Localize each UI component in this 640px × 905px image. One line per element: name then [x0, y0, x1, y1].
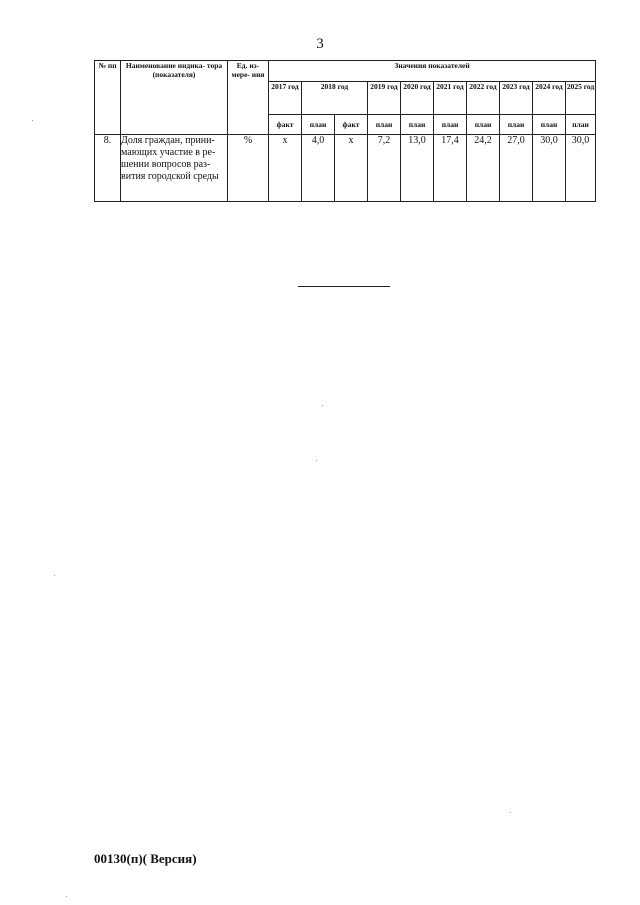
header-year: 2018 год [302, 82, 368, 115]
header-year: 2023 год [500, 82, 533, 115]
document-code: 00130(п)( Версия) [94, 851, 197, 866]
header-year: 2022 год [467, 82, 500, 115]
scan-speck [322, 405, 323, 406]
scan-speck [316, 460, 317, 461]
row-value: 17,4 [434, 135, 467, 202]
header-unit: Ед. из- мере- ния [228, 61, 269, 135]
row-num: 8. [95, 135, 121, 202]
header-plan-fact: факт [335, 115, 368, 135]
row-indicator-name: Доля граждан, прини- мающих участие в ре- шении вопросов раз- вития городской среды [121, 135, 228, 202]
header-plan-fact: план [434, 115, 467, 135]
header-plan-fact: план [533, 115, 566, 135]
header-year: 2019 год [368, 82, 401, 115]
header-plan-fact: план [467, 115, 500, 135]
row-value: 4,0 [302, 135, 335, 202]
row-value: 27,0 [500, 135, 533, 202]
row-value: 7,2 [368, 135, 401, 202]
header-year: 2025 год [566, 82, 596, 115]
header-plan-fact: план [566, 115, 596, 135]
scan-speck [66, 896, 67, 897]
header-year: 2024 год [533, 82, 566, 115]
header-values-group: Значения показателей [269, 61, 596, 82]
indicators-table [94, 60, 596, 202]
separator-line [298, 286, 390, 287]
header-num: № пп [95, 61, 121, 135]
header-plan-fact: план [302, 115, 335, 135]
header-plan-fact: план [368, 115, 401, 135]
header-year: 2017 год [269, 82, 302, 115]
table-row [95, 135, 596, 202]
scan-speck [510, 812, 511, 813]
header-year: 2021 год [434, 82, 467, 115]
row-value: 30,0 [566, 135, 596, 202]
row-value: 24,2 [467, 135, 500, 202]
row-value: х [269, 135, 302, 202]
header-indicator-name: Наименование индика- тора (показателя) [121, 61, 228, 135]
scan-speck [54, 575, 55, 576]
header-year: 2020 год [401, 82, 434, 115]
header-plan-fact: план [401, 115, 434, 135]
row-value: 30,0 [533, 135, 566, 202]
page-number: 3 [316, 36, 324, 52]
scan-speck [32, 120, 33, 121]
row-unit: % [228, 135, 269, 202]
row-value: 13,0 [401, 135, 434, 202]
header-plan-fact: план [500, 115, 533, 135]
row-value: х [335, 135, 368, 202]
header-plan-fact: факт [269, 115, 302, 135]
